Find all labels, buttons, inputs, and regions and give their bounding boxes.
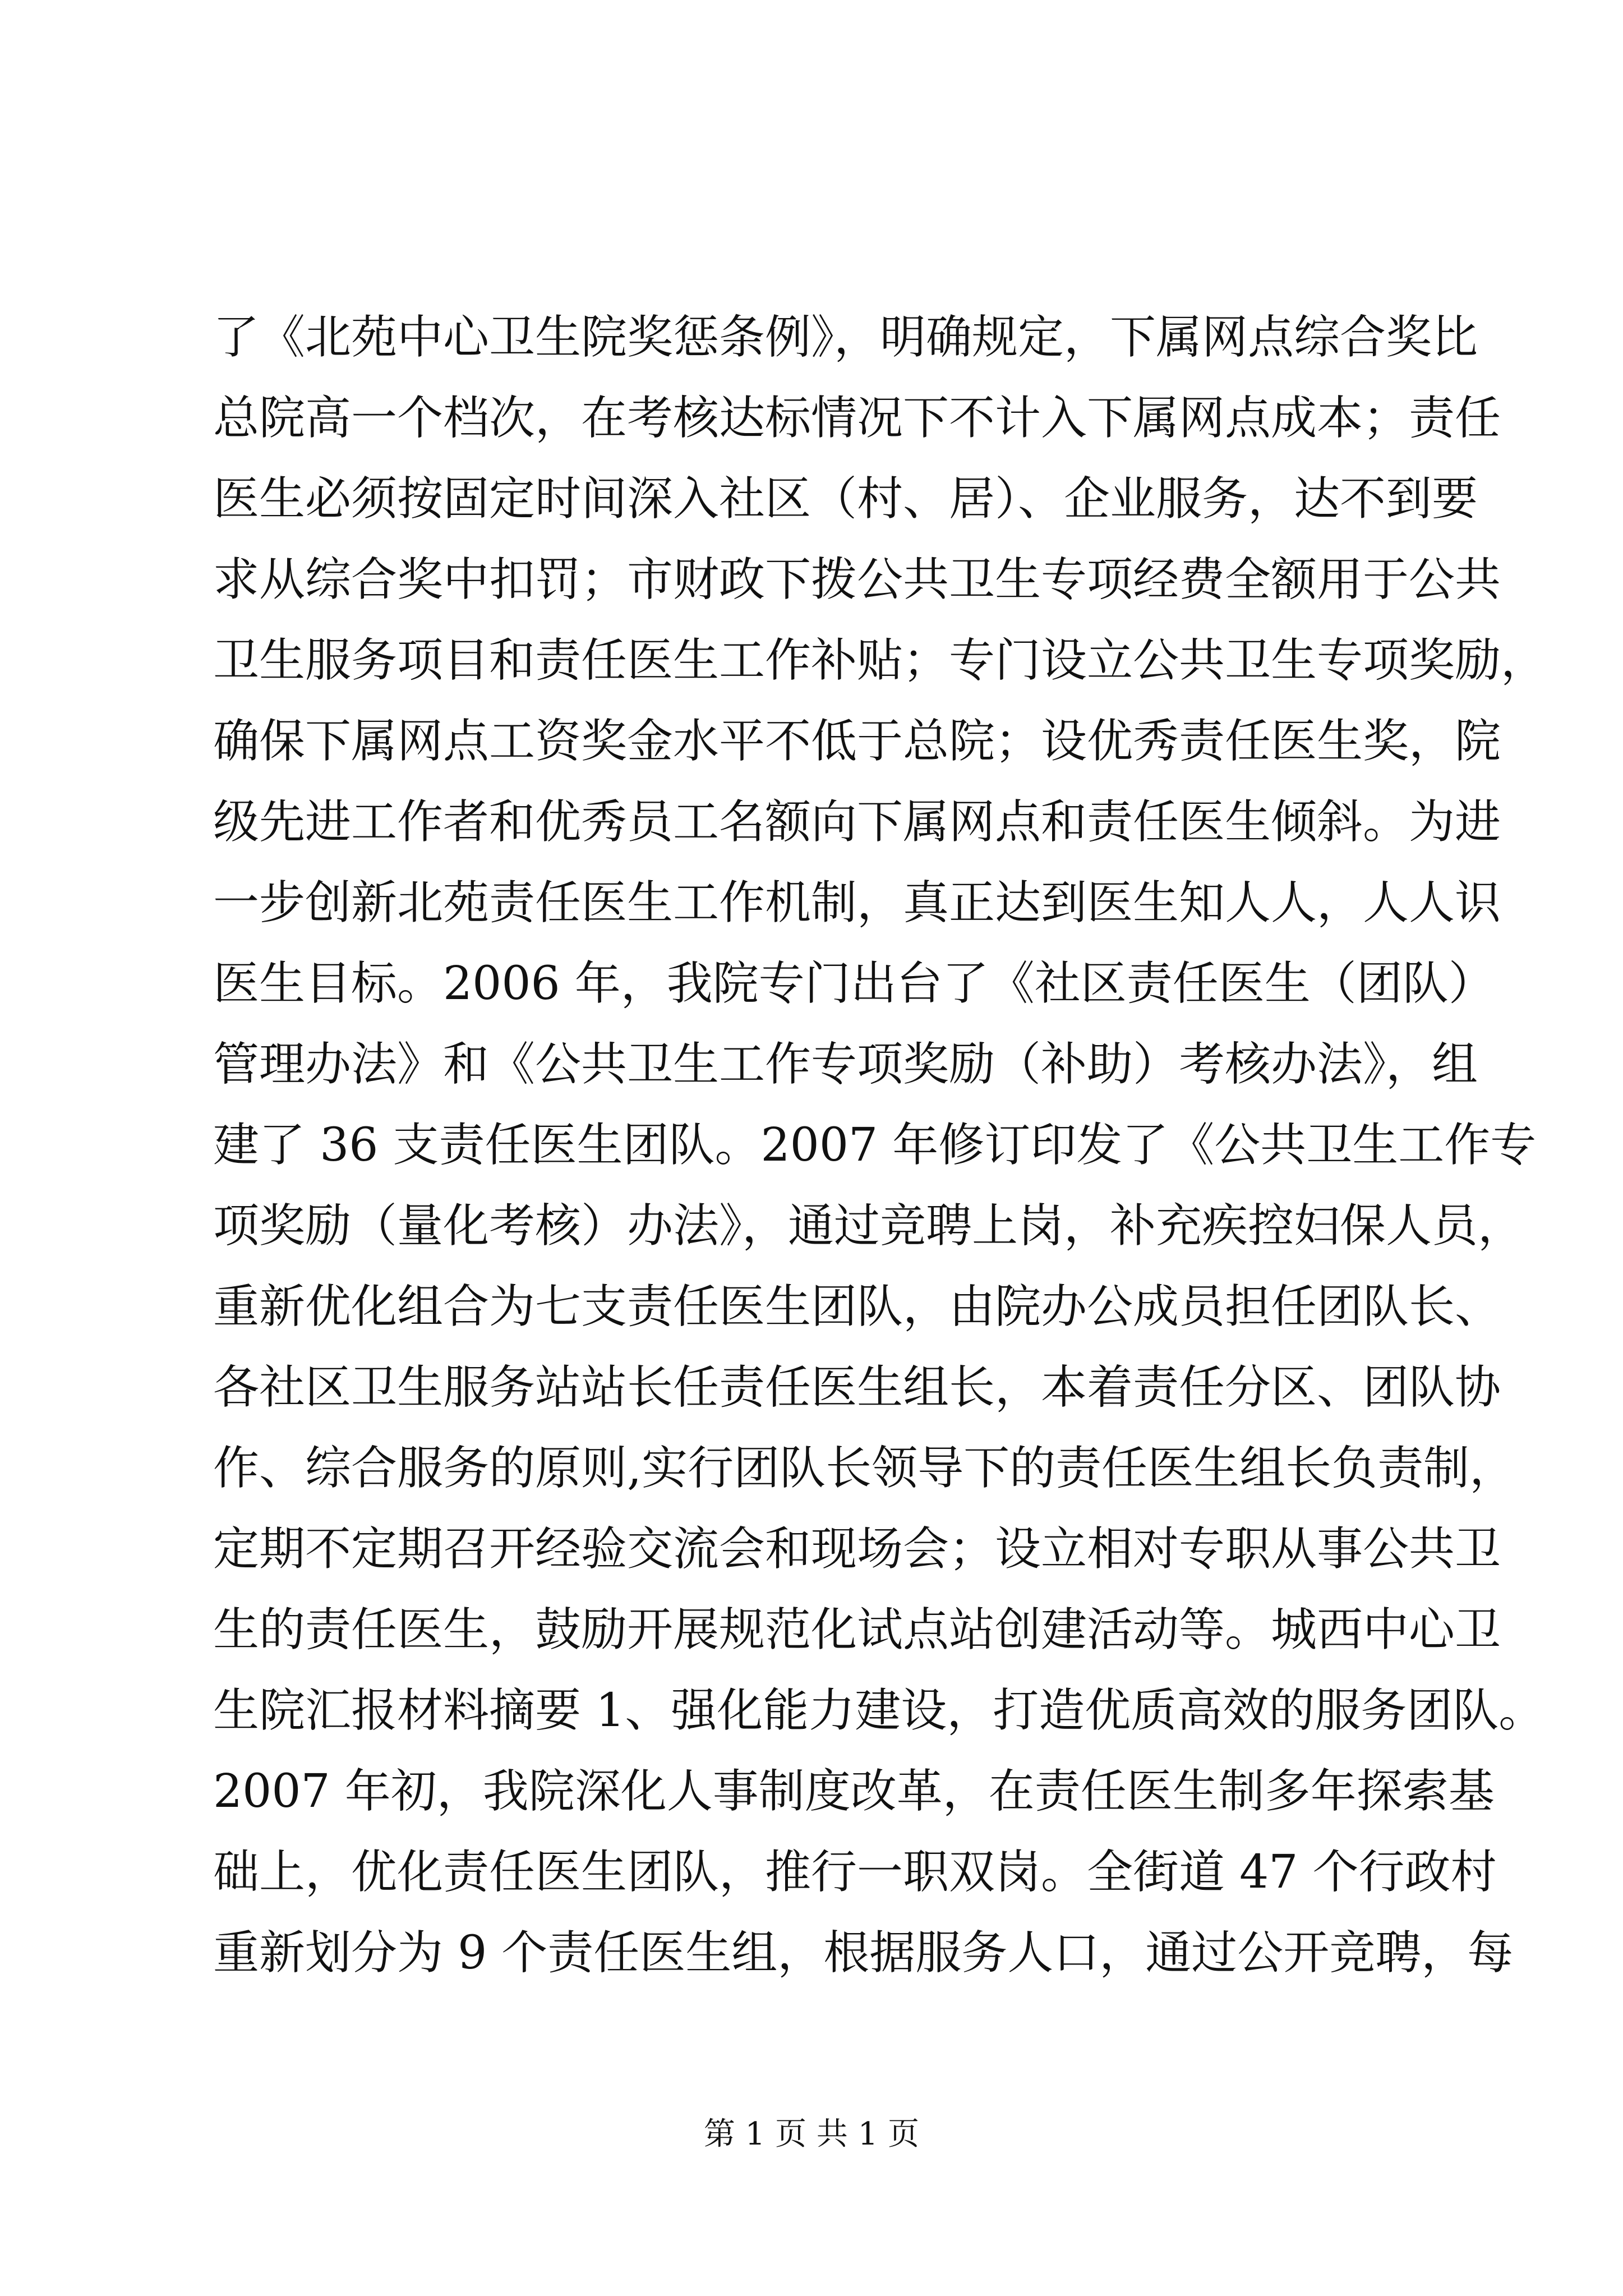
text-line-13: 重新优化组合为七支责任医生团队，由院办公成员担任团队长、 (213, 1280, 1501, 1333)
text-line-20: 础上，优化责任医生团队，推行一职双岗。全街道 47 个行政村 (213, 1846, 1497, 1899)
text-line-9: 医生目标。2006 年，我院专门出台了《社区责任医生（团队） (213, 957, 1495, 1010)
text-line-6: 确保下属网点工资奖金水平不低于总院；设优秀责任医生奖，院 (213, 715, 1501, 768)
text-line-15: 作、综合服务的原则,实行团队长领导下的责任医生组长负责制， (213, 1442, 1516, 1495)
text-line-2: 总院高一个档次，在考核达标情况下不计入下属网点成本；责任 (213, 392, 1501, 445)
page-footer (0, 2115, 1623, 2154)
body-text (213, 297, 1547, 1994)
text-line-16: 定期不定期召开经验交流会和现场会；设立相对专职从事公共卫 (213, 1522, 1501, 1576)
text-line-18: 生院汇报材料摘要 1、强化能力建设，打造优质高效的服务团队。 (213, 1684, 1545, 1737)
text-line-10: 管理办法》和《公共卫生工作专项奖励（补助）考核办法》，组 (213, 1038, 1478, 1091)
text-line-1: 了《北苑中心卫生院奖惩条例》，明确规定，下属网点综合奖比 (213, 311, 1478, 364)
text-line-14: 各社区卫生服务站站长任责任医生组长，本着责任分区、团队协 (213, 1361, 1501, 1414)
text-line-19: 2007 年初，我院深化人事制度改革，在责任医生制多年探索基 (213, 1765, 1495, 1818)
text-line-21: 重新划分为 9 个责任医生组，根据服务人口，通过公开竞聘，每 (213, 1926, 1514, 1980)
page-number-label: 第 1 页 共 1 页 (703, 2116, 920, 2152)
text-line-5: 卫生服务项目和责任医生工作补贴；专门设立公共卫生专项奖励， (213, 634, 1547, 687)
text-line-17: 生的责任医生，鼓励开展规范化试点站创建活动等。城西中心卫 (213, 1603, 1501, 1657)
text-line-12: 项奖励（量化考核）办法》，通过竞聘上岗，补充疾控妇保人员， (213, 1199, 1524, 1253)
text-line-11: 建了 36 支责任医生团队。2007 年修订印发了《公共卫生工作专 (213, 1119, 1537, 1172)
text-line-7: 级先进工作者和优秀员工名额向下属网点和责任医生倾斜。为进 (213, 795, 1501, 849)
text-line-4: 求从综合奖中扣罚；市财政下拨公共卫生专项经费全额用于公共 (213, 553, 1501, 606)
text-line-3: 医生必须按固定时间深入社区（村、居）、企业服务，达不到要 (213, 472, 1478, 526)
text-line-8: 一步创新北苑责任医生工作机制，真正达到医生知人人，人人识 (213, 876, 1501, 930)
